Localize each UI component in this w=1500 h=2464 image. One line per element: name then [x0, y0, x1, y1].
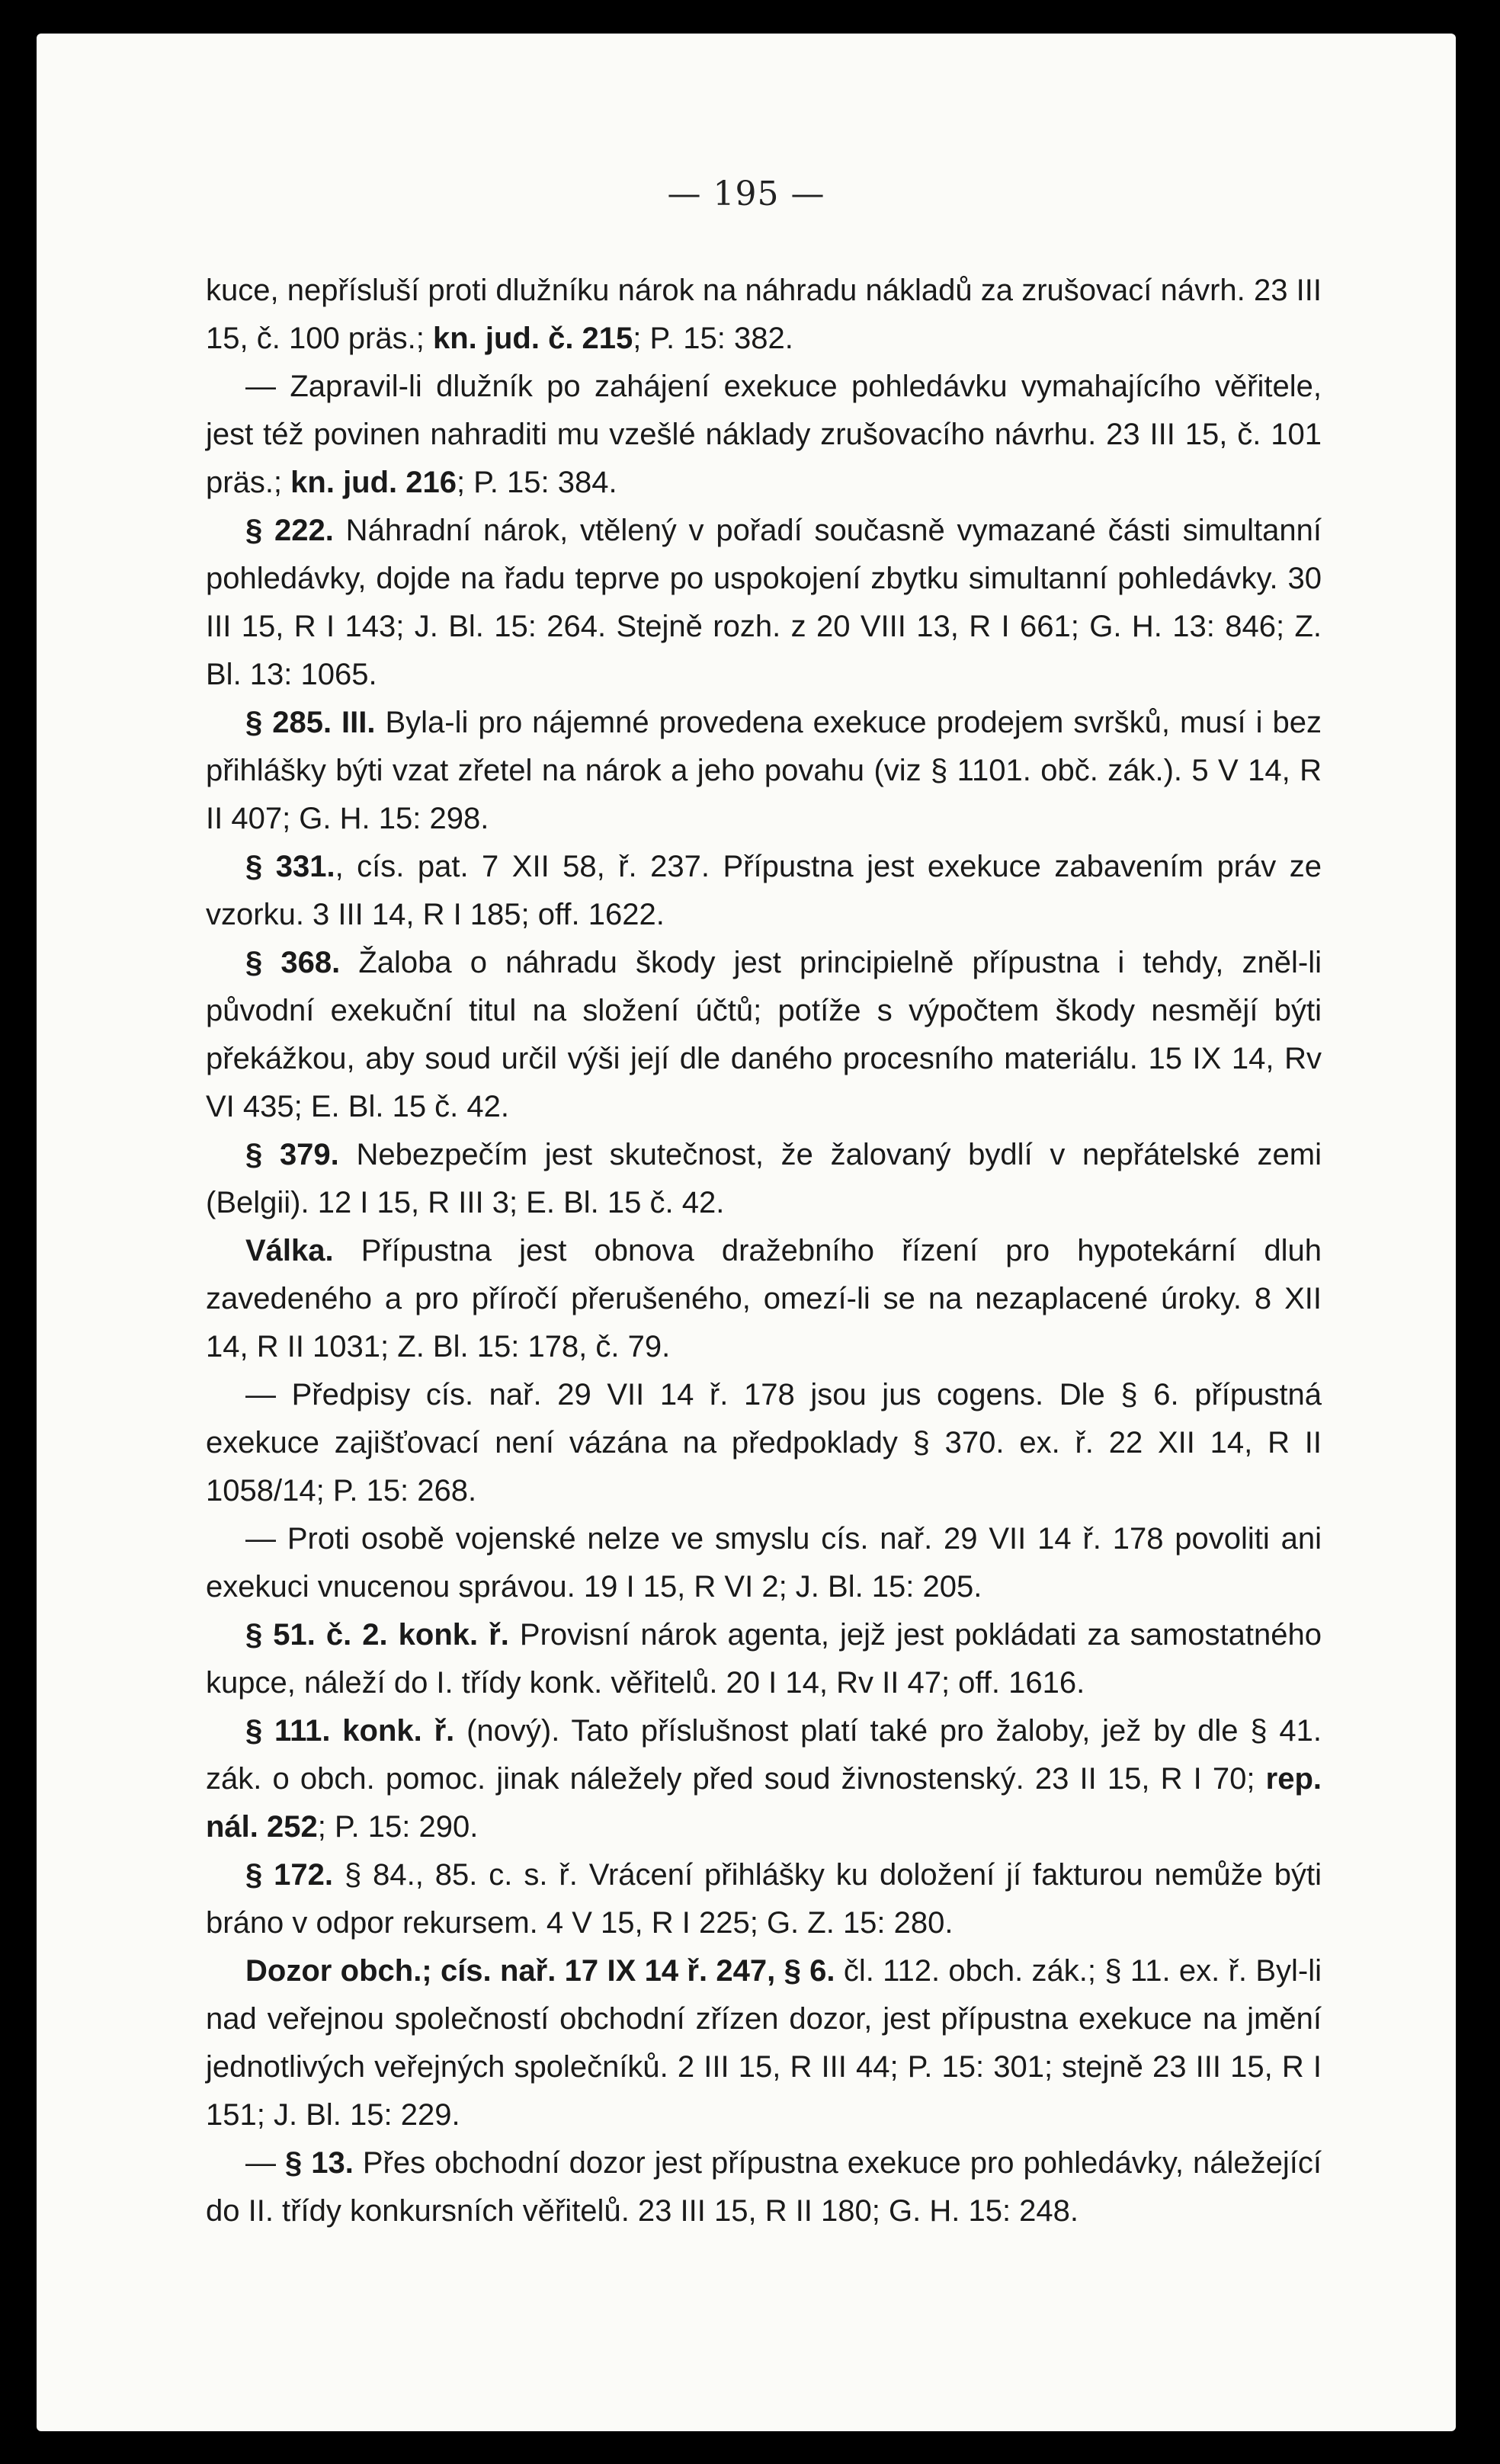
paragraph-text: čl. 112. obch. zák.; § 11. ex. ř. Byl-li nad veřejnou společností obchodní zřízen dozor, jest přípustna exekuce na jmění jednotlivých veřejných společníků. 2 III 15, R III 44; P. 15: 301; stejně 23 III 15, R I 151; J. Bl. 15: 229. [206, 1954, 1322, 2132]
paragraph-text: , cís. pat. 7 XII 58, ř. 237. Přípustna jest exekuce zabavením práv ze vzorku. 3 III 14, R I 185; off. 1622. [206, 850, 1322, 931]
bold-reference: § 285. III. [245, 706, 376, 739]
paragraph [206, 1227, 1322, 1371]
paragraph-text: — [245, 2146, 285, 2180]
paragraph-text: Nebezpečím jest skutečnost, že žalovaný bydlí v nepřátelské zemi (Belgii). 12 I 15, R III 3; E. Bl. 15 č. 42. [206, 1138, 1322, 1219]
paragraph [206, 363, 1322, 507]
bold-reference: kn. jud. č. 215 [432, 322, 633, 355]
paragraph [206, 1947, 1322, 2139]
paragraph-text: ; P. 15: 382. [633, 322, 793, 355]
paragraph [206, 1131, 1322, 1227]
bold-reference: § 51. č. 2. konk. ř. [245, 1618, 509, 1652]
paragraph-text: Provisní nárok agenta, jejž jest pokládati za samostatného kupce, náleží do I. třídy konk. věřitelů. 20 I 14, Rv II 47; off. 1616. [206, 1618, 1322, 1700]
paragraph-text: Přípustna jest obnova dražebního řízení pro hypotekární dluh zavedeného a pro příročí přerušeného, omezí-li se na nezaplacené úroky. 8 XII 14, R II 1031; Z. Bl. 15: 178, č. 79. [206, 1234, 1322, 1363]
bold-reference: § 379. [245, 1138, 339, 1171]
paragraph [206, 939, 1322, 1131]
paragraph-text: ; P. 15: 290. [317, 1810, 479, 1844]
bold-reference: kn. jud. 216 [290, 466, 457, 499]
paragraph [206, 1707, 1322, 1851]
bold-reference: § 222. [245, 514, 334, 547]
bold-reference: § 111. konk. ř. [245, 1714, 455, 1748]
bold-reference: Válka. [245, 1234, 334, 1267]
paragraph-text: Byla-li pro nájemné provedena exekuce prodejem svršků, musí i bez přihlášky býti vzat zřetel na nárok a jeho povahu (viz § 1101. obč. zák.). 5 V 14, R II 407; G. H. 15: 298. [206, 706, 1322, 835]
paragraph-text: (nový). Tato příslušnost platí také pro žaloby, jež by dle § 41. zák. o obch. pomoc. jinak náležely před soud živnostenský. 23 II 15, R I 70; [206, 1714, 1322, 1796]
paragraph-text: Přes obchodní dozor jest přípustna exekuce pro pohledávky, náležející do II. třídy konkursních věřitelů. 23 III 15, R II 180; G. H. 15: 248. [206, 2146, 1322, 2228]
paragraph-text: — Proti osobě vojenské nelze ve smyslu cís. nař. 29 VII 14 ř. 178 povoliti ani exekuci vnucenou správou. 19 I 15, R VI 2; J. Bl. 15: 205. [206, 1522, 1322, 1604]
paragraph-text: Náhradní nárok, vtělený v pořadí současně vymazané části simultanní pohledávky, dojde na řadu teprve po uspokojení zbytku simultanní pohledávky. 30 III 15, R I 143; J. Bl. 15: 264. Stejně rozh. z 20 VIII 13, R I 661; G. H. 13: 846; Z. Bl. 13: 1065. [206, 514, 1322, 691]
bold-reference: § 331. [245, 850, 335, 883]
paragraph [206, 1611, 1322, 1707]
paragraph [206, 843, 1322, 939]
paragraph-text: — Předpisy cís. nař. 29 VII 14 ř. 178 jsou jus cogens. Dle § 6. přípustná exekuce zajišťovací není vázána na předpoklady § 370. ex. ř. 22 XII 14, R II 1058/14; P. 15: 268. [206, 1378, 1322, 1508]
paragraph-text: kuce, nepřísluší proti dlužníku nárok na náhradu nákladů za zrušovací návrh. 23 III 15, č. 100 präs.; [206, 274, 1322, 355]
paragraph [206, 1371, 1322, 1515]
paragraph-text: Žaloba o náhradu škody jest principielně přípustna i tehdy, zněl-li původní exekuční titul na složení účtů; potíže s výpočtem škody nesmějí býti překážkou, aby soud určil výši její dle daného procesního materiálu. 15 IX 14, Rv VI 435; E. Bl. 15 č. 42. [206, 946, 1322, 1123]
paragraph-text: § 84., 85. c. s. ř. Vrácení přihlášky ku doložení jí fakturou nemůže býti bráno v odpor rekursem. 4 V 15, R I 225; G. Z. 15: 280. [206, 1858, 1322, 1940]
book-page [37, 34, 1456, 2431]
bold-reference: Dozor obch.; cís. nař. 17 IX 14 ř. 247, § 6. [245, 1954, 835, 1988]
paragraph [206, 1851, 1322, 1947]
bold-reference: § 368. [245, 946, 341, 979]
paragraph [206, 699, 1322, 843]
paragraph-text: ; P. 15: 384. [457, 466, 617, 499]
paragraph [206, 2139, 1322, 2235]
page-number: — 195 — [667, 175, 825, 213]
paragraph [206, 1515, 1322, 1611]
bold-reference: rep. nál. 252 [206, 1762, 1322, 1844]
paragraph [206, 267, 1322, 363]
paragraph [206, 507, 1322, 699]
bold-reference: § 172. [245, 1858, 334, 1892]
bold-reference: § 13. [285, 2146, 354, 2180]
page-body-text [206, 267, 1322, 2235]
paragraph-text: — Zapravil-li dlužník po zahájení exekuce pohledávku vymahajícího věřitele, jest též povinen nahraditi mu vzešlé náklady zrušovacího návrhu. 23 III 15, č. 101 präs.; [206, 370, 1322, 499]
